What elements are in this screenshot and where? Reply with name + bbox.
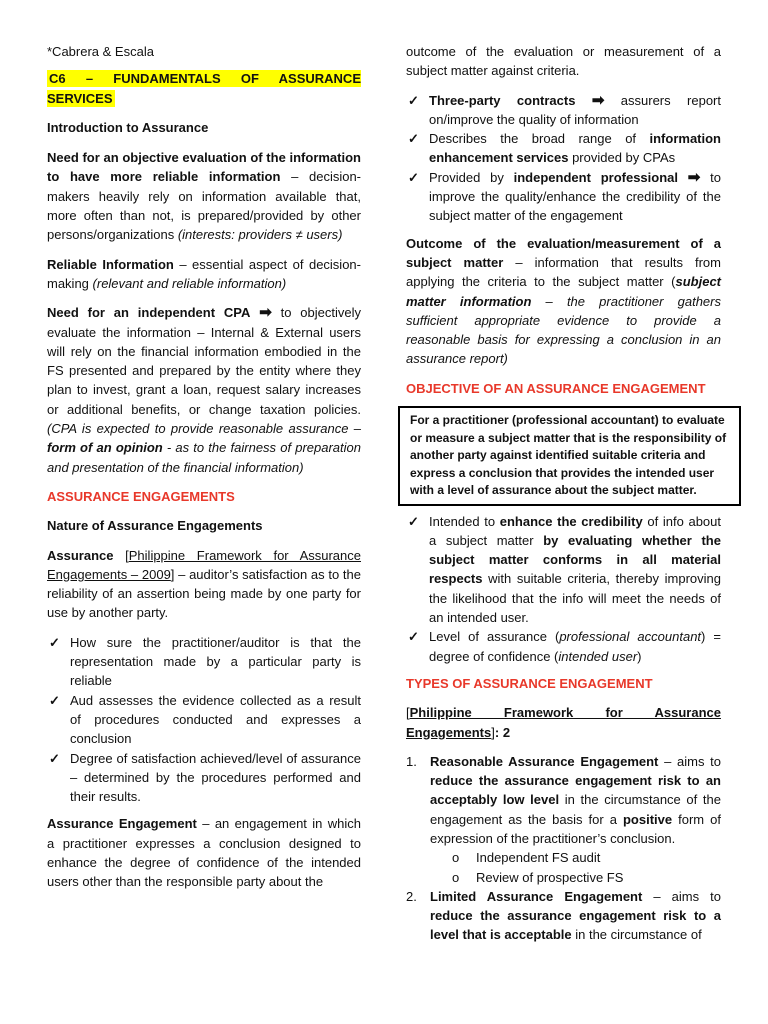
- types-list: [406, 752, 721, 945]
- check-icon: ✓: [408, 131, 419, 147]
- arrow-icon: ➡: [259, 304, 272, 322]
- check-icon: ✓: [49, 692, 60, 708]
- list-item: ✓ Level of assurance (professional accountant) = degree of confidence (intended user): [408, 629, 721, 664]
- objective-bullets: [406, 512, 721, 666]
- list-item: 1. Reasonable Assurance Engagement – aims to reduce the assurance engagement risk to an acceptably low level in the circumstance of the engagement as the basis for a positive form of expression of the practitioner’s conclusion. o Independent FS audit o Review of prospective FS: [406, 752, 721, 887]
- list-item: o Review of prospective FS: [430, 868, 721, 887]
- chapter-title: C6 – FUNDAMENTALS OF ASSURANCE SERVICES: [47, 71, 361, 106]
- cpa-paragraph: Need for an independent CPA ➡ to objectively evaluate the information – Internal & External users will rely on the financial information embodied in the FS presented and prepared by the entity where they plan to invest, grant a loan, request salary increases or additional benefits, or change taxation policies. (CPA is expected to provide reasonable assurance – form of an opinion - as to the fairness of preparation and presentation of the financial information): [47, 304, 361, 475]
- need-paragraph: Need for an objective evaluation of the information to have more reliable information – decision-makers heavily rely on information available that, more often than not, is prepared/provided by other persons/organizations (interests: providers ≠ users): [47, 150, 362, 243]
- framework-reference: Philippine Framework for Assurance Engagements – 2009: [47, 547, 361, 582]
- list-item: ✓ Provided by independent professional ➡ to improve the quality/enhance the credibility of the subject matter of the engagement: [408, 168, 721, 224]
- types-heading: TYPES OF ASSURANCE ENGAGEMENT: [406, 675, 653, 691]
- check-icon: ✓: [408, 629, 419, 645]
- circle-bullet-icon: o: [452, 869, 460, 885]
- author-line: *Cabrera & Escala: [47, 44, 154, 59]
- intro-heading: Introduction to Assurance: [47, 119, 209, 135]
- check-icon: ✓: [408, 92, 419, 108]
- assurance-engagements-heading: ASSURANCE ENGAGEMENTS: [47, 488, 235, 504]
- framework-reference: Philippine Framework for Assurance Engagements: [406, 705, 721, 740]
- assurance-bullets: [47, 633, 361, 807]
- objective-heading: OBJECTIVE OF AN ASSURANCE ENGAGEMENT: [406, 380, 706, 396]
- check-icon: ✓: [49, 750, 60, 766]
- engagement-paragraph: Assurance Engagement – an engagement in which a practitioner expresses a conclusion designed to enhance the degree of confidence of the intended users other than the responsible party about the: [47, 816, 361, 890]
- three-party-bullets: [406, 91, 721, 226]
- list-item: ✓ How sure the practitioner/auditor is that the representation made by a particular party is reliable: [49, 634, 361, 689]
- nature-heading: Nature of Assurance Engagements: [47, 518, 263, 534]
- objective-box: For a practitioner (professional accountant) to evaluate or measure a subject matter that is the responsibility of another party against identified suitable criteria and express a conclusion that provides the intended user with a level of assurance about the subject matter.: [398, 406, 741, 506]
- arrow-icon: ➡: [591, 91, 605, 109]
- check-icon: ✓: [49, 634, 60, 650]
- list-item: ✓ Describes the broad range of information enhancement services provided by CPAs: [408, 131, 721, 166]
- reasonable-examples: [430, 848, 721, 887]
- types-reference: [Philippine Framework for Assurance Engagements]: 2: [406, 705, 721, 740]
- list-item: 2. Limited Assurance Engagement – aims to reduce the assurance engagement risk to a level that is acceptable in the circumstance of: [406, 888, 721, 943]
- outcome-paragraph: Outcome of the evaluation/measurement of a subject matter – information that results from applying the criteria to the subject matter (subject matter information – the practitioner gathers sufficient appropriate evidence to provide a reasonable basis for expressing a conclusion in an assurance report): [406, 235, 721, 367]
- left-column: [47, 42, 361, 902]
- circle-bullet-icon: o: [452, 850, 460, 866]
- continuation-text: outcome of the evaluation or measurement of a subject matter against criteria.: [406, 44, 721, 79]
- list-item: ✓ Three-party contracts ➡ assurers report on/improve the quality of information: [408, 91, 721, 127]
- arrow-icon: ➡: [687, 168, 701, 186]
- list-item: ✓ Aud assesses the evidence collected as a result of procedures conducted and expresses a conclusion: [49, 692, 361, 747]
- list-item: ✓ Degree of satisfaction achieved/level of assurance – determined by the procedures performed and their results.: [49, 750, 361, 805]
- check-icon: ✓: [408, 169, 419, 185]
- list-item: ✓ Intended to enhance the credibility of info about a subject matter by evaluating whether the subject matter conforms in all material respects with suitable criteria, thereby improving the likelihood that the info will meet the needs of an intended user.: [408, 513, 722, 626]
- check-icon: ✓: [408, 513, 419, 529]
- assurance-definition: Assurance [Philippine Framework for Assurance Engagements – 2009] – auditor’s satisfaction as to the reliability of an assertion being made by one party for use by another party.: [47, 547, 361, 621]
- reliable-paragraph: Reliable Information – essential aspect of decision-making (relevant and reliable information): [47, 256, 361, 291]
- right-column: [406, 42, 727, 951]
- list-item: o Independent FS audit: [430, 848, 721, 867]
